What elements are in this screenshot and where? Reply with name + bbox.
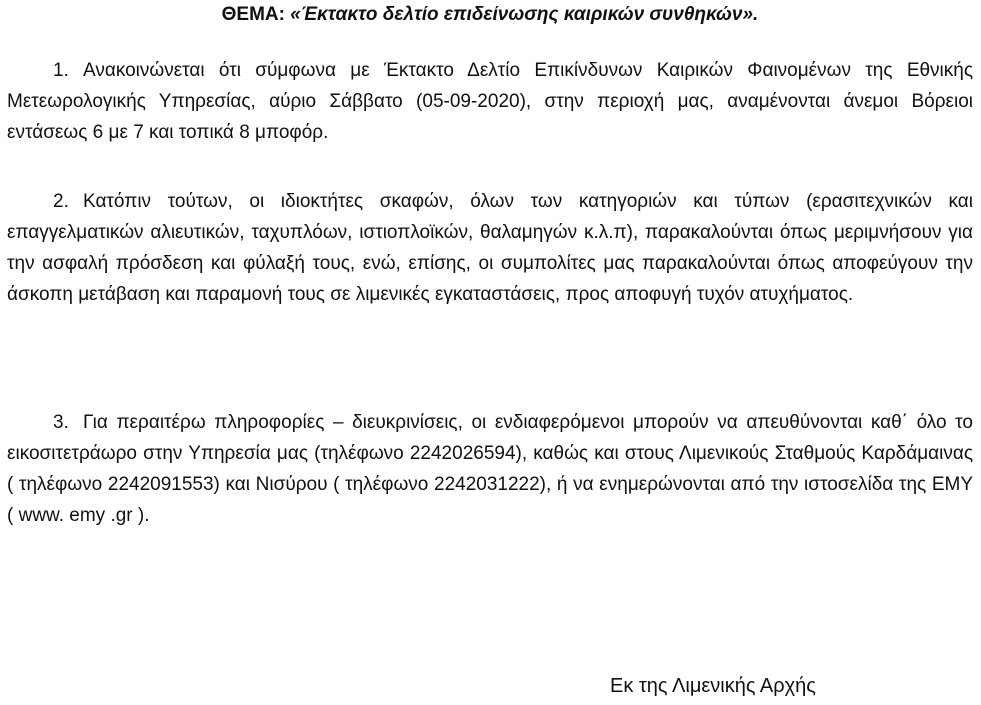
document-title [7, 3, 973, 27]
paragraph-2 [7, 186, 973, 310]
paragraph-number: 2. [53, 191, 69, 212]
paragraph-text: Για περαιτέρω πληροφορίες – διευκρινίσεις, οι ενδιαφερόμενοι μπορούν να απευθύνονται καθ΄ όλο το εικοσιτετράωρο στην Υπηρεσία μας (τηλέφωνο 2242026594), καθώς και στους Λιμενικούς Σταθμούς Καρδάμαινας ( τηλέφωνο 2242091553) και Νισύρου ( τηλέφωνο 2242031222), ή να ενημερώνονται από την ιστοσελίδα της ΕΜΥ ( www. emy .gr ). [7, 412, 973, 526]
title-prefix: ΘΕΜΑ: [221, 4, 285, 25]
paragraph-text: Κατόπιν τούτων, οι ιδιοκτήτες σκαφών, όλων των κατηγοριών και τύπων (ερασιτεχνικών και επαγγελματικών αλιευτικών, ταχυπλόων, ιστιοπλοϊκών, θαλαμηγών κ.λ.π), παρακαλούνται όπως μεριμνήσουν για την ασφαλή πρόσδεση και φύλαξή τους, ενώ, επίσης, οι συμπολίτες μας παρακαλούνται όπως αποφεύγουν την άσκοπη μετάβαση και παραμονή τους σε λιμενικές εγκαταστάσεις, προς αποφυγή τυχόν ατυχήματος. [7, 191, 973, 305]
document-page [7, 0, 973, 705]
signature-line: Εκ της Λιμενικής Αρχής [610, 675, 816, 697]
paragraph-number: 1. [53, 60, 69, 81]
paragraph-3 [7, 407, 973, 531]
paragraph-text: Ανακοινώνεται ότι σύμφωνα με Έκτακτο Δελτίο Επικίνδυνων Καιρικών Φαινομένων της Εθνικής Μετεωρολογικής Υπηρεσίας, αύριο Σάββατο (05-09-2020), στην περιοχή μας, αναμένονται άνεμοι Βόρειοι εντάσεως 6 με 7 και τοπικά 8 μποφόρ. [7, 60, 973, 143]
title-subject: «Έκτακτο δελτίο επιδείνωσης καιρικών συνθηκών». [290, 4, 759, 25]
paragraph-1 [7, 55, 973, 148]
paragraph-number: 3. [53, 412, 69, 433]
